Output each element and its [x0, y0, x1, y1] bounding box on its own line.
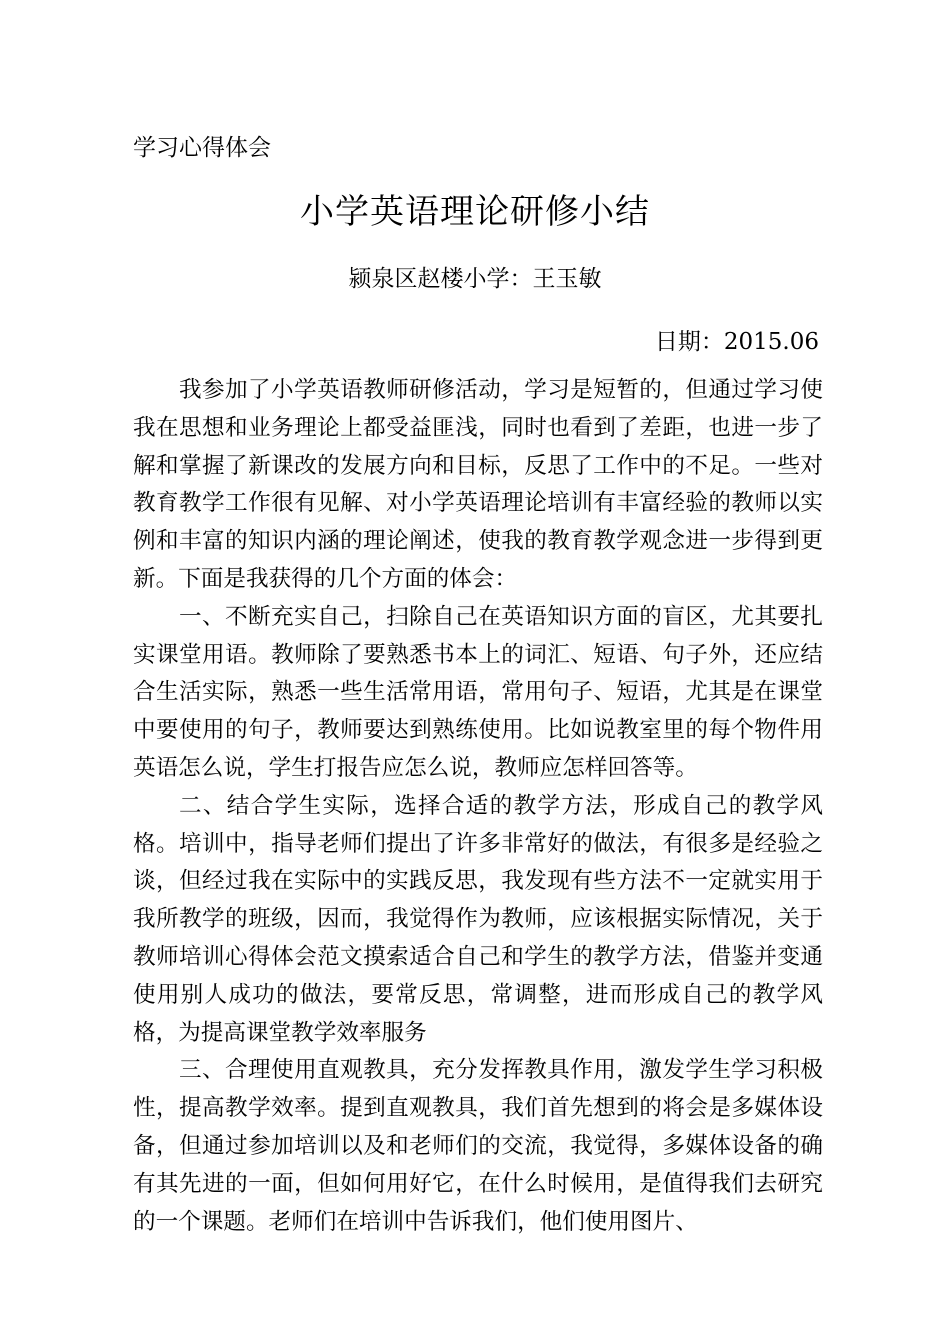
paragraph-intro: 我参加了小学英语教师研修活动，学习是短暂的，但通过学习使我在思想和业务理论上都受益匪浅，同时也看到了差距，也进一步了解和掌握了新课改的发展方向和目标，反思了工作中的不足。一些对教育教学工作很有见解、对小学英语理论培训有丰富经验的教师以实例和丰富的知识内涵的理论阐述，使我的教育教学观念进一步得到更新。下面是我获得的几个方面的体会： — [133, 377, 823, 592]
document-author: 颍泉区赵楼小学：王玉敏 — [348, 266, 602, 292]
paragraph-point-three: 三、合理使用直观教具，充分发挥教具作用，激发学生学习积极性，提高教学效率。提到直观教具，我们首先想到的将会是多媒体设备，但通过参加培训以及和老师们的交流，我觉得，多媒体设备的确有其先进的一面，但如何用好它，在什么时候用，是值得我们去研究的一个课题。老师们在培训中告诉我们，他们使用图片、 — [133, 1057, 823, 1235]
paragraph-point-one: 一、不断充实自己，扫除自己在英语知识方面的盲区，尤其要扎实课堂用语。教师除了要熟悉书本上的词汇、短语、句子外，还应结合生活实际，熟悉一些生活常用语，常用句子、短语，尤其是在课堂中要使用的句子，教师要达到熟练使用。比如说教室里的每个物件用英语怎么说，学生打报告应怎么说，教师应怎样回答等。 — [133, 603, 823, 781]
document-title: 小学英语理论研修小结 — [300, 192, 650, 232]
document-body — [133, 372, 823, 1241]
document-date: 日期：2015.06 — [654, 329, 819, 355]
document-category-label: 学习心得体会 — [133, 135, 271, 161]
paragraph-point-two: 二、结合学生实际，选择合适的教学方法，形成自己的教学风格。培训中，指导老师们提出了许多非常好的做法，有很多是经验之谈，但经过我在实际中的实践反思，我发现有些方法不一定就实用于我所教学的班级，因而，我觉得作为教师，应该根据实际情况，关于教师培训心得体会范文摸索适合自己和学生的教学方法，借鉴并变通使用别人成功的做法，要常反思，常调整，进而形成自己的教学风格，为提高课堂教学效率服务 — [133, 792, 823, 1046]
